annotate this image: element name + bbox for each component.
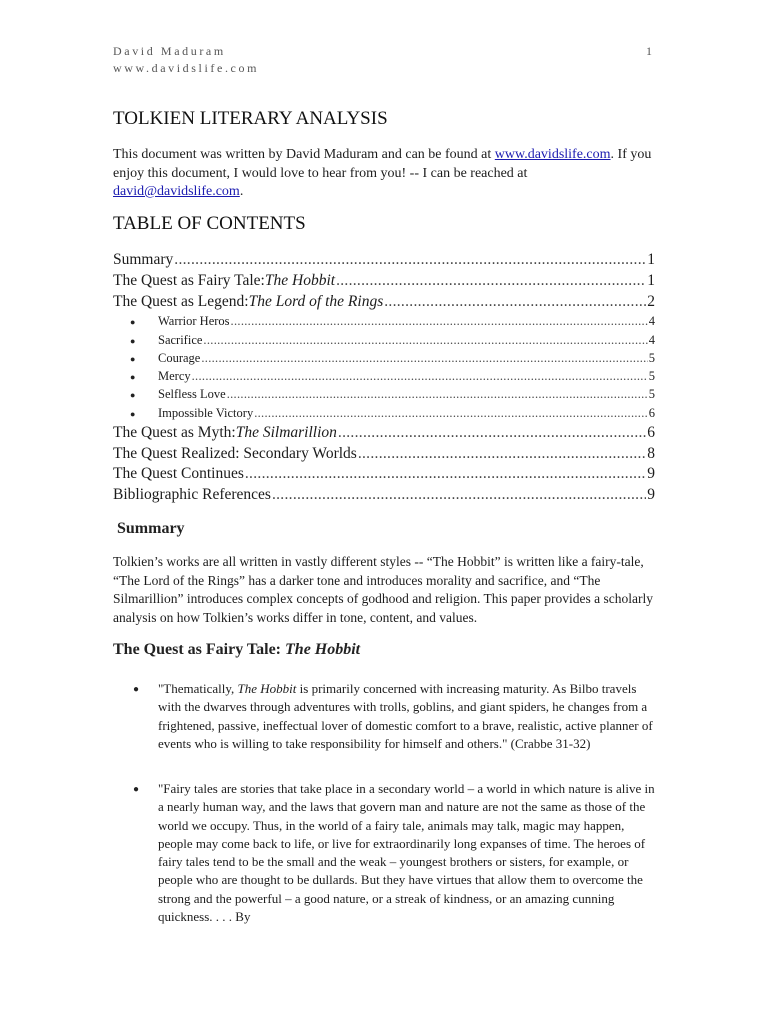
toc-page: 4 [648, 314, 655, 328]
toc-leader [231, 314, 648, 329]
toc-label: Bibliographic References [113, 486, 271, 503]
toc-entry-warrior-heros[interactable] [158, 314, 655, 329]
toc-entry-sacrifice[interactable] [158, 333, 655, 348]
toc-page: 9 [647, 465, 655, 482]
toc-page: 1 [647, 251, 655, 268]
toc-leader [174, 251, 646, 269]
toc-label-emph: The Hobbit [264, 272, 336, 289]
toc-label: The Quest as Legend: [113, 293, 249, 310]
toc-label-emph: The Silmarillion [235, 424, 337, 441]
quote-emph: The Hobbit [237, 681, 297, 696]
hobbit-heading-emph: The Hobbit [285, 641, 361, 658]
toc-label: The Quest as Fairy Tale: [113, 272, 265, 289]
toc-entry-hobbit[interactable] [113, 272, 655, 290]
bullet-icon: ● [130, 354, 136, 364]
toc-leader [227, 387, 648, 402]
bullet-icon: ● [130, 409, 136, 419]
toc-page: 1 [647, 272, 655, 289]
toc-label: Courage [158, 351, 201, 365]
toc-leader [272, 486, 646, 504]
intro-text-2: . If you enjoy this document, I would love to hear from you! -- I can be reached at [113, 147, 652, 181]
toc-page: 6 [647, 424, 655, 441]
toc-label: The Quest as Myth: [113, 424, 236, 441]
hobbit-heading-text: The Quest as Fairy Tale: [113, 641, 286, 658]
header-author: David Maduram [113, 44, 226, 58]
toc-leader [358, 445, 646, 463]
summary-paragraph: Tolkien’s works are all written in vastly different styles -- “The Hobbit” is written like a fairy-tale, “The Lord of the Rings” has a darker tone and introduces morality and sacrifice, and “The Silmarillion” introduces complex concepts of godhood and religion. This paper provides a scholarly analysis on how Tolkien’s works differ in tone, content, and values. [113, 554, 653, 625]
toc-entry-summary[interactable] [113, 251, 655, 269]
intro-text-1: This document was written by David Maduram and can be found at [113, 147, 495, 162]
toc-entry-quest-continues[interactable] [113, 465, 655, 483]
quote-text: "Thematically, [158, 681, 238, 696]
toc-label: Mercy [158, 369, 191, 383]
quote-fairy-tales: "Fairy tales are stories that take place in a secondary world – a world in which nature is alive in a nearly human way, and the laws that govern man and nature are not the same as those of the world we occupy. Thus, in the world of a fairy tale, animals may talk, magic may happen, people may come back to life, or live for extraordinarily long expanses of time. The heroes of fairy tales tend to be the small and the weak – youngest brothers or sisters, for example, or people who are thought to be dullards. But they have virtues that allow them to overcome the strong and the powerful – a good nature, or a streak of kindness, or an amazing cunning quickness. . . . By [158, 781, 655, 925]
toc-label: Warrior Heros [158, 314, 230, 328]
bullet-icon: ● [130, 390, 136, 400]
document-title: TOLKIEN LITERARY ANALYSIS [113, 108, 388, 129]
toc-entry-lotr[interactable] [113, 293, 655, 311]
toc-entry-selfless-love[interactable] [158, 387, 655, 402]
intro-paragraph [113, 146, 653, 202]
summary-heading: Summary [117, 520, 185, 537]
bullet-icon: ● [130, 336, 136, 346]
bullet-icon: ● [133, 784, 140, 795]
toc-label: Impossible Victory [158, 406, 254, 420]
toc-page: 5 [648, 369, 655, 383]
toc-entry-bibliography[interactable] [113, 486, 655, 504]
toc-label-emph: The Lord of the Rings [248, 293, 384, 310]
toc-title: TABLE OF CONTENTS [113, 213, 306, 234]
toc-leader [203, 333, 647, 348]
toc-entry-silmarillion[interactable] [113, 424, 655, 442]
toc-leader [245, 465, 646, 483]
bullet-icon: ● [130, 317, 136, 327]
toc-page: 8 [647, 445, 655, 462]
toc-leader [336, 272, 646, 290]
hobbit-heading [113, 641, 360, 659]
toc-label: Summary [113, 251, 174, 268]
toc-leader [192, 369, 648, 384]
bullet-icon: ● [130, 372, 136, 382]
toc-leader [254, 406, 648, 421]
toc-page: 5 [648, 387, 655, 401]
toc-page: 9 [647, 486, 655, 503]
intro-text-3: . [239, 184, 244, 199]
header-site: www.davidslife.com [113, 61, 259, 75]
toc-entry-courage[interactable] [158, 351, 655, 366]
toc-page: 5 [648, 351, 655, 365]
toc-leader [338, 424, 646, 442]
toc-page: 6 [648, 406, 655, 420]
bullet-icon: ● [133, 684, 140, 695]
toc-entry-mercy[interactable] [158, 369, 655, 384]
toc-label: The Quest Continues [113, 465, 244, 482]
toc-leader [384, 293, 646, 311]
toc-entry-secondary-worlds[interactable] [113, 445, 655, 463]
toc-leader [201, 351, 647, 366]
toc-label: The Quest Realized: Secondary Worlds [113, 445, 357, 462]
toc-page: 2 [647, 293, 655, 310]
page-number: 1 [646, 44, 652, 58]
email-link[interactable]: david@davidslife.com [113, 184, 240, 199]
toc-label: Selfless Love [158, 387, 226, 401]
toc-label: Sacrifice [158, 333, 203, 347]
quote-text: is primarily concerned with increasing maturity. As Bilbo travels with the dwarves through adventures with trolls, goblins, and giant spiders, he changes from a frightened, passive, ineffectual lover of domestic comfort to a brave, realistic, active planner of events who is willing to take responsibility for himself and others." (Crabbe 31-32) [158, 681, 653, 751]
toc-page: 4 [648, 333, 655, 347]
toc-entry-impossible-victory[interactable] [158, 406, 655, 421]
quote-crabbe [158, 680, 658, 753]
site-link[interactable]: www.davidslife.com [494, 147, 611, 162]
